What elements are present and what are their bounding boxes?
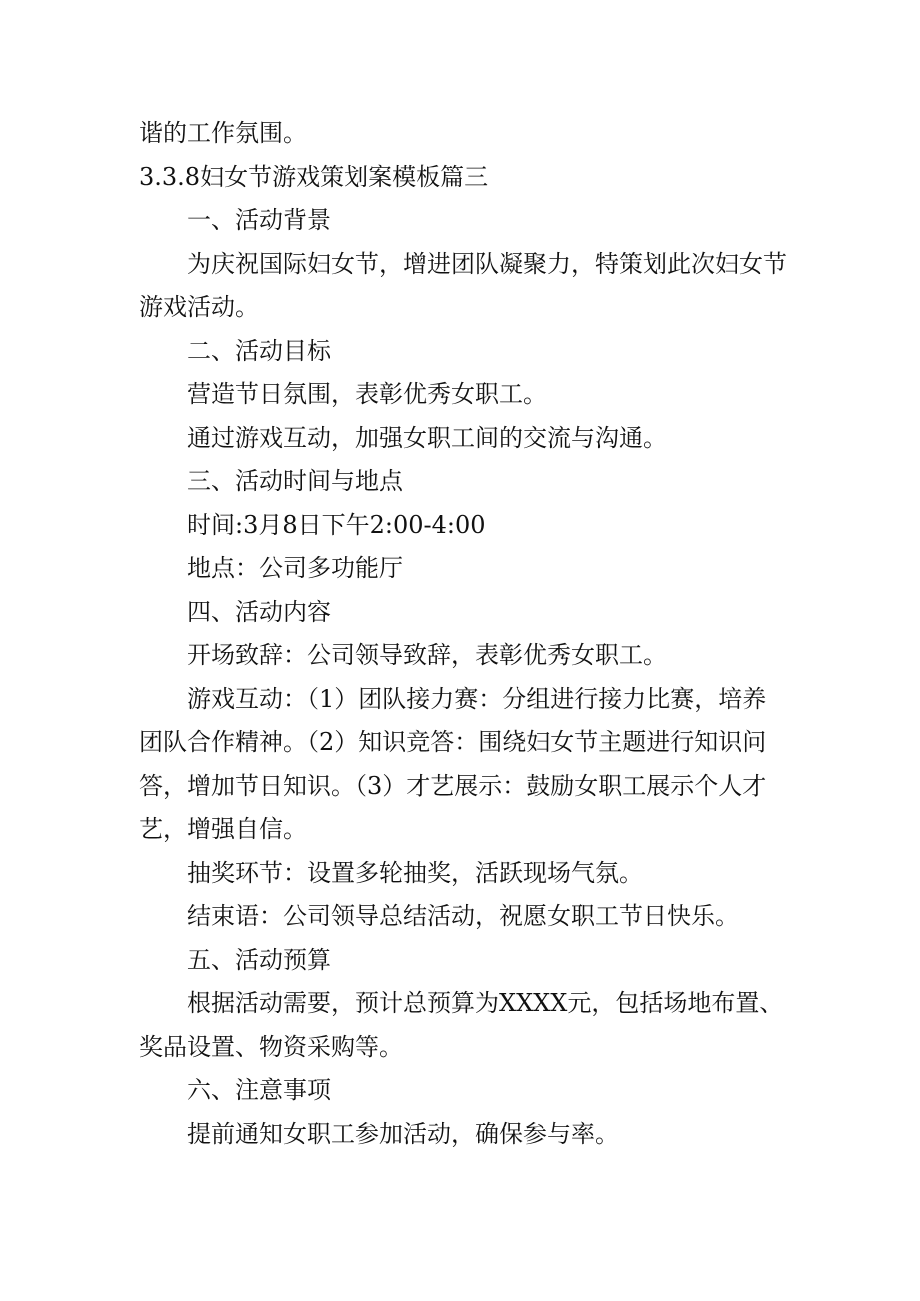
paragraph-budget: 根据活动需要，预计总预算为XXXX元，包括场地布置、奖品设置、物资采购等。 [139, 989, 784, 1061]
paragraph-continuation: 谐的工作氛围。 [139, 119, 307, 147]
paragraph-opening: 开场致辞：公司领导致辞，表彰优秀女职工。 [187, 641, 667, 669]
paragraph-goal-2: 通过游戏互动，加强女职工间的交流与沟通。 [187, 423, 667, 452]
paragraph-note-1: 提前通知女职工参加活动，确保参与率。 [187, 1119, 619, 1148]
paragraph-place: 地点：公司多功能厅 [187, 554, 403, 582]
heading-notes: 六、注意事项 [187, 1076, 331, 1104]
paragraph-time: 时间:3月8日下午2:00-4:00 [187, 510, 486, 539]
document-body [139, 112, 787, 1156]
paragraph-closing: 结束语：公司领导总结活动，祝愿女职工节日快乐。 [187, 902, 739, 930]
paragraph-lottery: 抽奖环节：设置多轮抽奖，活跃现场气氛。 [187, 858, 643, 887]
heading-budget: 五、活动预算 [187, 945, 331, 974]
paragraph-games: 游戏互动：（1）团队接力赛：分组进行接力比赛，培养团队合作精神。（2）知识竞答：围绕妇女节主题进行知识问答，增加节日知识。（3）才艺展示：鼓励女职工展示个人才艺，增强自信。 [139, 684, 767, 843]
heading-content: 四、活动内容 [187, 597, 331, 626]
paragraph-background: 为庆祝国际妇女节，增进团队凝聚力，特策划此次妇女节游戏活动。 [139, 249, 787, 321]
paragraph-goal-1: 营造节日氛围，表彰优秀女职工。 [187, 380, 547, 408]
heading-goals: 二、活动目标 [187, 336, 331, 365]
heading-background: 一、活动背景 [187, 206, 331, 234]
section-title: 3.3.8妇女节游戏策划案模板篇三 [139, 162, 489, 191]
heading-time-place: 三、活动时间与地点 [187, 467, 403, 495]
